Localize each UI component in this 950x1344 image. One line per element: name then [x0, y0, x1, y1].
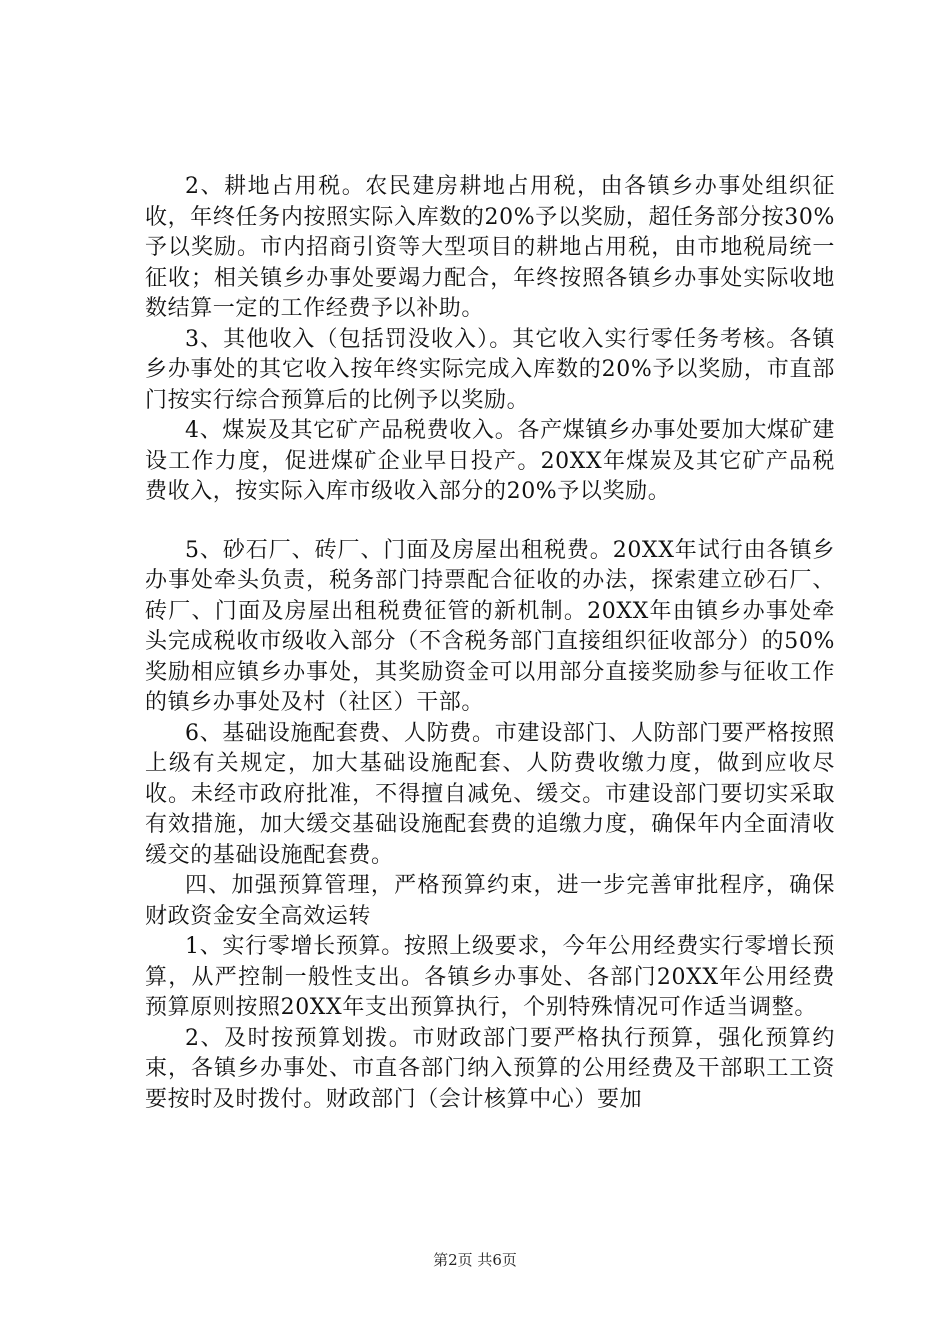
- page-number-footer: 第2页 共6页: [433, 1251, 517, 1269]
- paragraph-quarry-rental-tax: 5、砂石厂、砖厂、门面及房屋出租税费。20XX年试行由各镇乡办事处牵头负责，税务部门持票配合征收的办法，探索建立砂石厂、砖厂、门面及房屋出租税费征管的新机制。20XX年由镇乡办事处牵头完成税收市级收入部分（不含税务部门直接组织征收部分）的50%奖励相应镇乡办事处，其奖励资金可以用部分直接奖励参与征收工作的镇乡办事处及村（社区）干部。: [145, 537, 835, 715]
- document-body: [145, 172, 835, 1115]
- paragraph-timely-allocation: 2、及时按预算划拨。市财政部门要严格执行预算，强化预算约束，各镇乡办事处、市直各部门纳入预算的公用经费及干部职工工资要按时及时拨付。财政部门（会计核算中心）要加: [145, 1025, 835, 1112]
- section-heading-budget-management: 四、加强预算管理，严格预算约束，进一步完善审批程序，确保财政资金安全高效运转: [145, 873, 835, 929]
- paragraph-infrastructure-fee: 6、基础设施配套费、人防费。市建设部门、人防部门要严格按照上级有关规定，加大基础设施配套、人防费收缴力度，做到应收尽收。未经市政府批准，不得擅自减免、缓交。市建设部门要切实采取有效措施，加大缓交基础设施配套费的追缴力度，确保年内全面清收缓交的基础设施配套费。: [145, 720, 835, 868]
- paragraph-cultivated-land-tax: 2、耕地占用税。农民建房耕地占用税，由各镇乡办事处组织征收，年终任务内按照实际入库数的20%予以奖励，超任务部分按30%予以奖励。市内招商引资等大型项目的耕地占用税，由市地税局统一征收；相关镇乡办事处要竭力配合，年终按照各镇乡办事处实际收地数结算一定的工作经费予以补助。: [145, 174, 835, 321]
- paragraph-zero-growth-budget: 1、实行零增长预算。按照上级要求，今年公用经费实行零增长预算，从严控制一般性支出。各镇乡办事处、各部门20XX年公用经费预算原则按照20XX年支出预算执行，个别特殊情况可作适当调整。: [145, 934, 835, 1020]
- paragraph-coal-mineral-tax: 4、煤炭及其它矿产品税费收入。各产煤镇乡办事处要加大煤矿建设工作力度，促进煤矿企业早日投产。20XX年煤炭及其它矿产品税费收入，按实际入库市级收入部分的20%予以奖励。: [145, 418, 835, 504]
- paragraph-other-income: 3、其他收入（包括罚没收入）。其它收入实行零任务考核。各镇乡办事处的其它收入按年终实际完成入库数的20%予以奖励，市直部门按实行综合预算后的比例予以奖励。: [145, 326, 835, 413]
